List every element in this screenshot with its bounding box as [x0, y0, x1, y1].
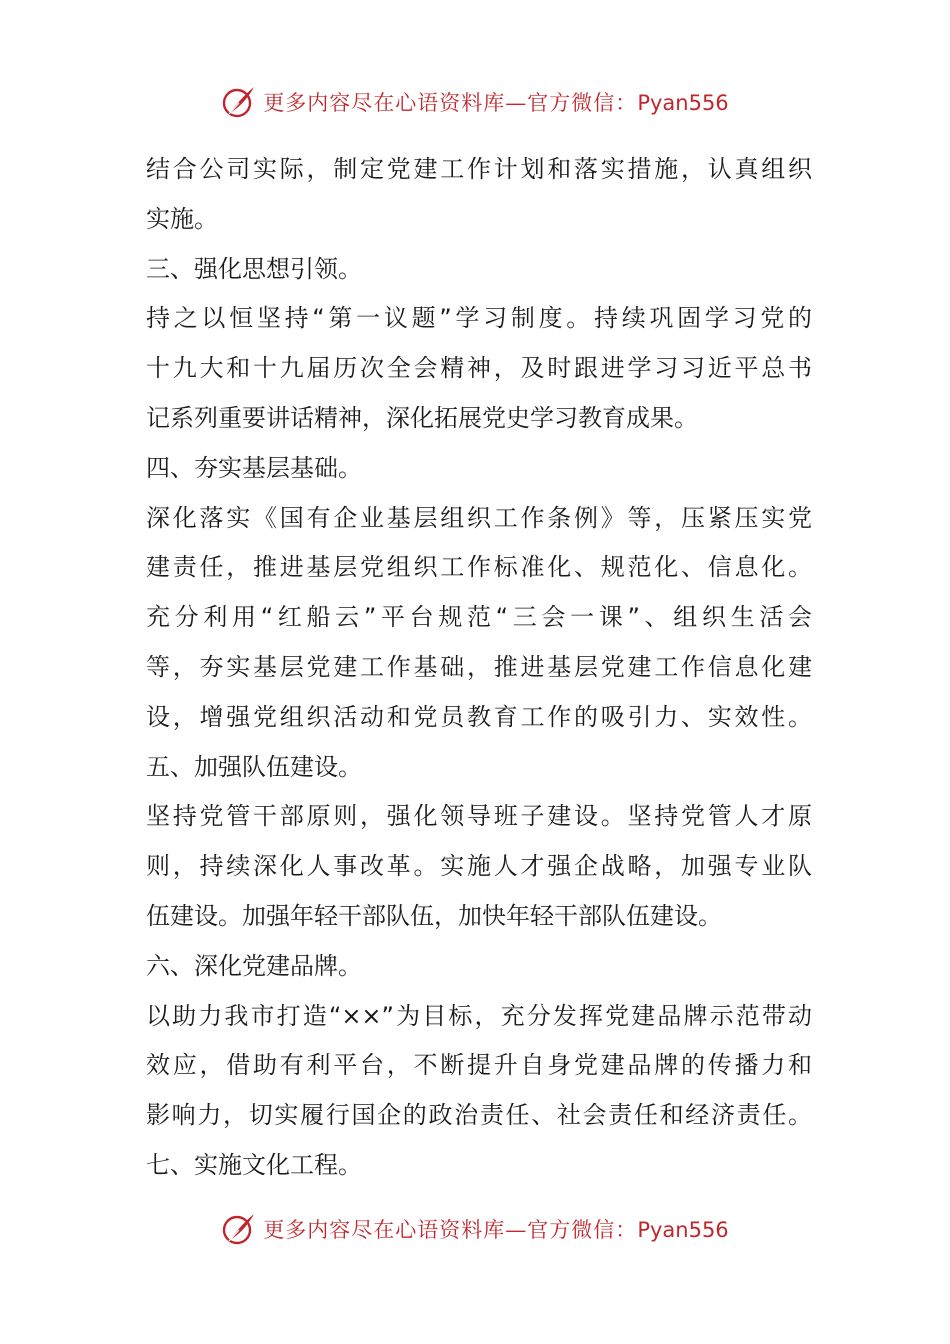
section-heading: 五、加强队伍建设。: [146, 752, 362, 781]
section-heading: 三、强化思想引领。: [146, 254, 362, 283]
text-line: 持之以恒坚持“第一议题”学习制度。持续巩固学习党的: [146, 304, 812, 333]
text-line: 设，增强党组织活动和党员教育工作的吸引力、实效性。: [146, 702, 812, 731]
banner-text: [263, 1214, 728, 1244]
text-line: 实施。: [146, 204, 218, 233]
text-line: 以助力我市打造“××”为目标，充分发挥党建品牌示范带动: [146, 1001, 812, 1030]
text-line: 影响力，切实履行国企的政治责任、社会责任和经济责任。: [146, 1101, 812, 1130]
text-line: 等，夯实基层党建工作基础，推进基层党建工作信息化建: [146, 652, 812, 681]
text-line: 深化落实《国有企业基层组织工作条例》等，压紧压实党: [146, 503, 812, 532]
text-line: 伍建设。加强年轻干部队伍，加快年轻干部队伍建设。: [146, 901, 722, 930]
text-line: 建责任，推进基层党组织工作标准化、规范化、信息化。: [146, 553, 812, 582]
section-heading: 四、夯实基层基础。: [146, 453, 362, 482]
header-banner: [0, 80, 950, 124]
wechat-id: Pyan556: [637, 1218, 729, 1242]
text-line: 记系列重要讲话精神，深化拓展党史学习教育成果。: [146, 403, 698, 432]
text-line: 则，持续深化人事改革。实施人才强企战略，加强专业队: [146, 852, 812, 881]
text-line: 充分利用“红船云”平台规范“三会一课”、组织生活会: [146, 603, 812, 632]
section-heading: 七、实施文化工程。: [146, 1150, 362, 1179]
quill-logo-icon: [221, 84, 257, 120]
banner-label: 更多内容尽在心语资料库—官方微信：: [263, 1218, 638, 1242]
text-line: 坚持党管干部原则，强化领导班子建设。坚持党管人才原: [146, 802, 812, 831]
text-line: 结合公司实际，制定党建工作计划和落实措施，认真组织: [146, 155, 812, 183]
text-line: 十九大和十九届历次全会精神，及时跟进学习习近平总书: [146, 354, 812, 383]
quill-logo-icon: [221, 1211, 257, 1247]
footer-banner: [0, 1207, 950, 1251]
banner-label: 更多内容尽在心语资料库—官方微信：: [263, 91, 638, 115]
wechat-id: Pyan556: [637, 91, 729, 115]
text-line: 效应，借助有利平台，不断提升自身党建品牌的传播力和: [146, 1051, 812, 1080]
banner-text: [263, 87, 728, 117]
section-heading: 六、深化党建品牌。: [146, 951, 362, 980]
document-body: [146, 145, 812, 1191]
